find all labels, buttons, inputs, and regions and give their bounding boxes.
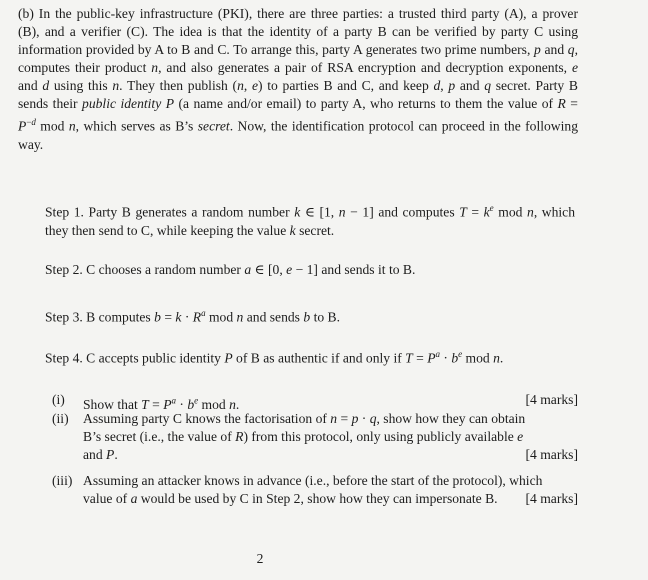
sub-question-text: Show that $T = P^a \cdot b^e$ mod n. [83, 395, 240, 412]
sub-question-ii [52, 410, 578, 464]
marks-label: [4 marks] [525, 392, 578, 407]
sub-question-number: (i) [52, 392, 65, 407]
page-number: 2 [256, 551, 264, 566]
marks-label: [4 marks] [525, 491, 578, 506]
protocol-step-2: Step 2. C chooses a random number a ∈ [0, e − 1] and sends it to B. [45, 262, 416, 277]
sub-question-iii [52, 472, 578, 508]
sub-question-text: Assuming party C knows the factorisation of n = p · q, show how they can obtain B’s secret (i.e., the value of R) from this protocol, only using publicly available e and P. [83, 411, 526, 462]
sub-question-text: Assuming an attacker knows in advance (i.e., before the start of the protocol), which value of a would be used by C in Step 2, show how they can impersonate B. [83, 473, 543, 506]
protocol-step-3: Step 3. B computes $b = k \cdot R^a$ mod n and sends b to B. [45, 308, 341, 325]
protocol-step-1: Step 1. Party B generates a random number k ∈ [1, n − 1] and computes $T = k^e$ mod n, which they then send to C, while keeping the value k secret. [45, 203, 576, 238]
protocol-step-4: Step 4. C accepts public identity P of B as authentic if and only if $T = P^a \cdot b^e$ mod n. [45, 349, 504, 366]
sub-question-number: (iii) [52, 473, 73, 488]
sub-question-number: (ii) [52, 411, 69, 426]
marks-label: [4 marks] [525, 447, 578, 462]
question-b-intro: (b) In the public-key infrastructure (PKI), there are three parties: a trusted third party (A), a prover (B), and a verifier (C). The idea is that the identity of a party B can be verified by party C using information provided by A to B and C. To arrange this, party A generates two prime numbers, p and q, computes their product n, and also generates a pair of RSA encryption and decryption exponents, e and d using this n. They then publish (n, e) to parties B and C, and keep d, p and q secret. Party B sends their public identity P (a name and/or email) to party A, who returns to them the value of $R = P^{-d}$ mod n, which serves as B’s secret. Now, the identification protocol can proceed in the following way. [18, 6, 578, 152]
